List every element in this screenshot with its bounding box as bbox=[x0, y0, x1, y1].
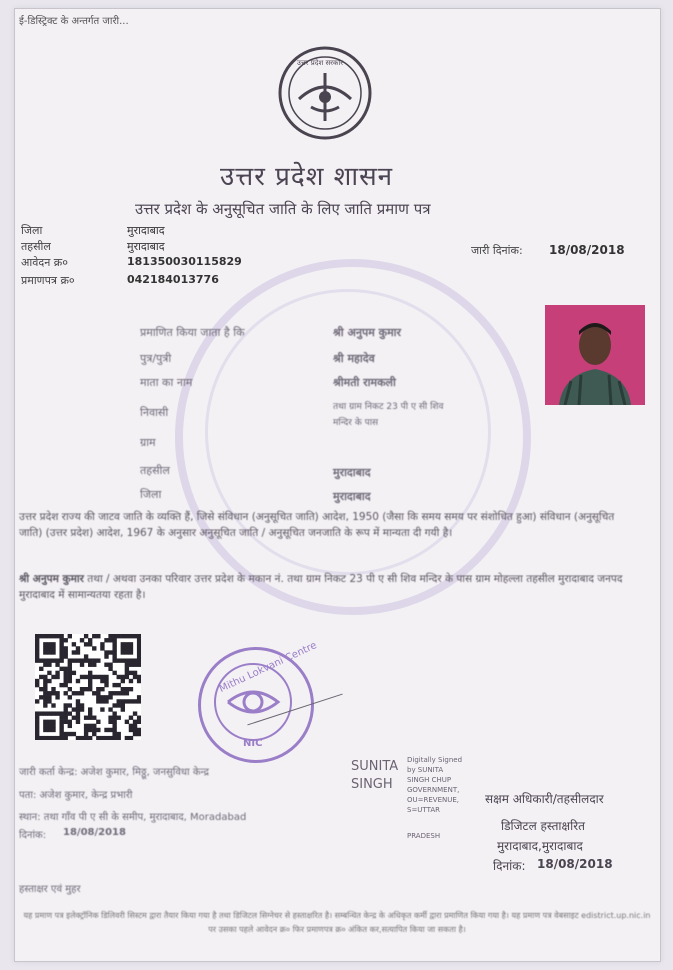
applicant-photo bbox=[545, 305, 645, 405]
tehsil-value: मुरादाबाद bbox=[127, 240, 165, 253]
sign-and-seal: हस्ताक्षर एवं मुहर bbox=[19, 884, 81, 895]
residence-paragraph-name: श्री अनुपम कुमार bbox=[19, 573, 84, 585]
header-note: ई-डिस्ट्रिक्ट के अन्तर्गत जारी... bbox=[19, 16, 129, 27]
tehsil-label: तहसील bbox=[21, 240, 51, 253]
certificate-label: प्रमाणपत्र क्र० bbox=[21, 274, 75, 287]
stamp-text: Mithu Lokvani Centre bbox=[217, 640, 319, 695]
authority-signed: डिजिटल हस्ताक्षरित bbox=[501, 819, 585, 833]
village-label: ग्राम bbox=[140, 436, 156, 449]
mother-value: श्रीमती रामकली bbox=[333, 376, 396, 389]
ds-line: OU=REVENUE, bbox=[407, 796, 460, 804]
issuer-line1: जारी कर्ता केन्द्र: अजेश कुमार, मिठ्ठू, जनसुविधा केन्द्र bbox=[19, 767, 209, 778]
detail-district-value: मुरादाबाद bbox=[333, 490, 371, 503]
ds-line: by SUNITA bbox=[407, 766, 444, 774]
detail-tehsil-label: तहसील bbox=[140, 464, 170, 477]
ds-line: GOVERNMENT, bbox=[407, 786, 460, 794]
ds-line: PRADESH bbox=[407, 832, 441, 840]
stamp-nic: NIC bbox=[243, 738, 263, 749]
son-of-label: पुत्र/पुत्री bbox=[140, 352, 172, 365]
signer-name-line2: SINGH bbox=[351, 777, 393, 792]
mother-label: माता का नाम bbox=[140, 376, 193, 389]
residence-paragraph bbox=[19, 571, 639, 603]
authority-date-label: दिनांक: bbox=[493, 859, 526, 873]
up-government-emblem bbox=[277, 45, 373, 141]
detail-district-label: जिला bbox=[140, 488, 162, 501]
issuer-date-label: दिनांक: bbox=[19, 830, 47, 841]
centre-stamp bbox=[198, 640, 319, 763]
ds-line: S=UTTAR bbox=[407, 806, 440, 814]
document-subtitle: उत्तर प्रदेश के अनुसूचित जाति के लिए जाति प्रमाण पत्र bbox=[135, 200, 431, 218]
application-label: आवेदन क्र० bbox=[21, 256, 68, 269]
resident-label: निवासी bbox=[140, 406, 169, 419]
certificate-value: 042184013776 bbox=[127, 273, 219, 286]
issue-date-label: जारी दिनांक: bbox=[471, 244, 523, 257]
caste-paragraph: उत्तर प्रदेश राज्य की जाटव जाति के व्यक्ति हैं, जिसे संविधान (अनुसूचित जाति) आदेश, 1950 (जैसा कि समय समय पर संशोधित हुआ) संविधान (अनुसूचित जाति) (उत्तर प्रदेश) आदेश, 1967 के अनुसार अनुसूचित जाति / अनुसूचित जनजाति के रूप में मान्यता दी गयी है। bbox=[19, 511, 615, 539]
district-value: मुरादाबाद bbox=[127, 224, 165, 237]
emblem-text: उत्तर प्रदेश सरकार bbox=[297, 59, 344, 67]
ds-line: SINGH CHUP bbox=[407, 776, 452, 784]
issuer-date-value: 18/08/2018 bbox=[63, 827, 126, 838]
footer-note: यह प्रमाण पत्र इलेक्ट्रॉनिक डिलिवरी सिस्टम द्वारा तैयार किया गया है तथा डिजिटल सिग्नेचर से हस्ताक्षरित है। सम्बन्धित केन्द्र के अधिकृत कर्मी द्वारा प्रमाणित किया गया है। यह प्रमाण पत्र वेबसाइट edistrict.up.nic.in पर उसका पहले आवेदन क्र० फिर प्रमाणपत्र क्र० अंकित कर,सत्यापित किया जा सकता है। bbox=[23, 911, 651, 934]
certified-label: प्रमाणित किया जाता है कि bbox=[140, 326, 245, 339]
authority-date-value: 18/08/2018 bbox=[537, 857, 613, 871]
district-label: जिला bbox=[21, 224, 43, 237]
resident-value-line1: तथा ग्राम निकट 23 पी ए सी शिव bbox=[333, 402, 444, 412]
qr-code bbox=[35, 634, 141, 740]
authority-title: सक्षम अधिकारी/तहसीलदार bbox=[485, 792, 604, 806]
issue-date-value: 18/08/2018 bbox=[549, 243, 625, 257]
residence-paragraph-text: तथा / अथवा उनका परिवार उत्तर प्रदेश के मकान नं. तथा ग्राम निकट 23 पी ए सी शिव मन्दिर के पास ग्राम मोहल्ला तहसील मुरादाबाद जनपद मुरादाबाद में सामान्यतया रहता है। bbox=[19, 573, 623, 601]
certificate-page bbox=[14, 8, 661, 962]
ds-line: Digitally Signed bbox=[407, 756, 463, 764]
detail-tehsil-value: मुरादाबाद bbox=[333, 466, 371, 479]
authority-place: मुरादाबाद,मुरादाबाद bbox=[497, 839, 583, 853]
resident-value-line2: मन्दिर के पास bbox=[333, 418, 379, 428]
issuer-line2: पता: अजेश कुमार, केन्द्र प्रभारी bbox=[19, 790, 133, 801]
issuer-line3: स्थान: तथा गाँव पी ए सी के समीप, मुरादाबाद, Moradabad bbox=[19, 812, 247, 823]
son-of-value: श्री महादेव bbox=[333, 352, 375, 365]
digital-signature-details bbox=[407, 755, 462, 841]
signer-name-line1: SUNITA bbox=[351, 759, 399, 774]
application-value: 181350030115829 bbox=[127, 255, 242, 268]
certified-value: श्री अनुपम कुमार bbox=[333, 326, 402, 339]
document-title: उत्तर प्रदेश शासन bbox=[220, 162, 394, 192]
